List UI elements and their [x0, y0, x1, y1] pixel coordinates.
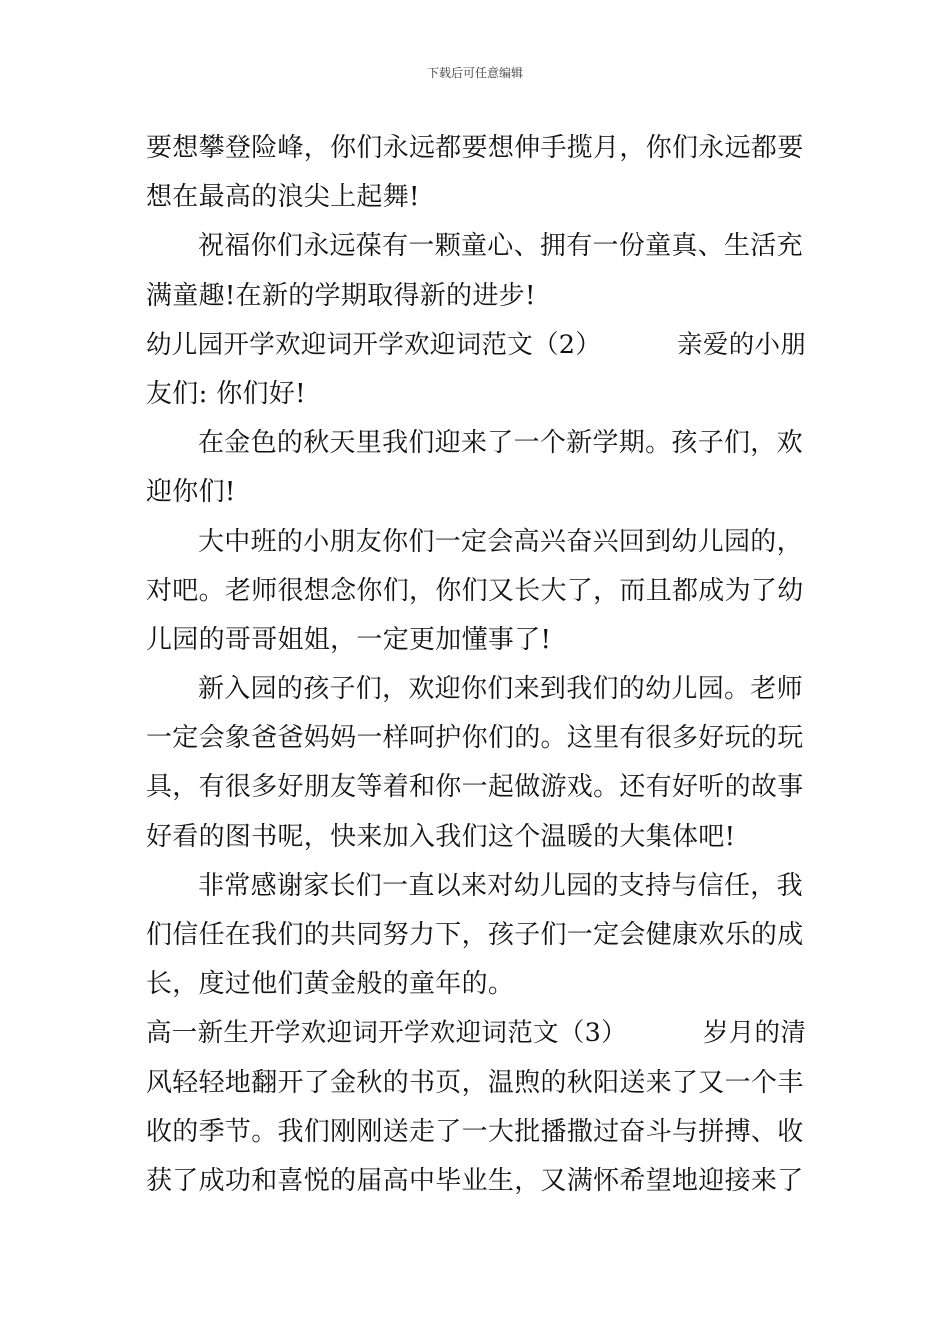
text-line: 好看的图书呢，快来加入我们这个温暖的大集体吧!: [146, 821, 736, 852]
text-line: 要想攀登险峰，你们永远都要想伸手揽月，你们永远都要: [146, 133, 804, 163]
text-line: 收的季节。我们刚刚送走了一大批播撒过奋斗与拼搏、收: [146, 1116, 804, 1147]
text-line: 对吧。老师很想念你们，你们又长大了，而且都成为了幼: [146, 575, 804, 606]
text-line: 大中班的小朋友你们一定会高兴奋兴回到幼儿园的，: [198, 526, 803, 557]
text-line: 风轻轻地翻开了金秋的书页，温煦的秋阳送来了又一个丰: [146, 1067, 804, 1098]
page-header: 下载后可任意编辑: [426, 66, 523, 80]
text-line-continuation: 岁月的清: [702, 1018, 807, 1049]
text-line: 迎你们!: [146, 477, 236, 508]
text-line: 长，度过他们黄金般的童年的。: [146, 969, 515, 1000]
text-line: 儿园的哥哥姐姐，一定更加懂事了!: [146, 624, 552, 655]
section-heading: 幼儿园开学欢迎词开学欢迎词范文（2）: [146, 329, 602, 360]
text-line: 想在最高的浪尖上起舞!: [146, 182, 420, 213]
text-line: 一定会象爸爸妈妈一样呵护你们的。这里有很多好玩的玩: [146, 723, 804, 754]
document-body: [146, 124, 812, 1206]
text-line: 非常感谢家长们一直以来对幼儿园的支持与信任，我: [198, 870, 803, 901]
text-line: 们信任在我们的共同努力下，孩子们一定会健康欢乐的成: [146, 920, 804, 950]
section-heading-line: [146, 321, 812, 370]
text-line: 祝福你们永远葆有一颗童心、拥有一份童真、生活充: [198, 231, 803, 262]
section-heading-line: [146, 1009, 812, 1058]
text-line: 满童趣!在新的学期取得新的进步!: [146, 280, 536, 311]
text-line: 具，有很多好朋友等着和你一起做游戏。还有好听的故事: [146, 772, 804, 803]
text-line: 在金色的秋天里我们迎来了一个新学期。孩子们，欢: [198, 428, 803, 459]
section-heading: 高一新生开学欢迎词开学欢迎词范文（3）: [146, 1018, 627, 1049]
text-line: 友们: 你们好!: [146, 378, 306, 409]
text-line-continuation: 亲爱的小朋: [677, 329, 807, 360]
text-line: 获了成功和喜悦的届高中毕业生，又满怀希望地迎接来了: [146, 1165, 804, 1196]
text-line: 新入园的孩子们，欢迎你们来到我们的幼儿园。老师: [198, 674, 803, 705]
